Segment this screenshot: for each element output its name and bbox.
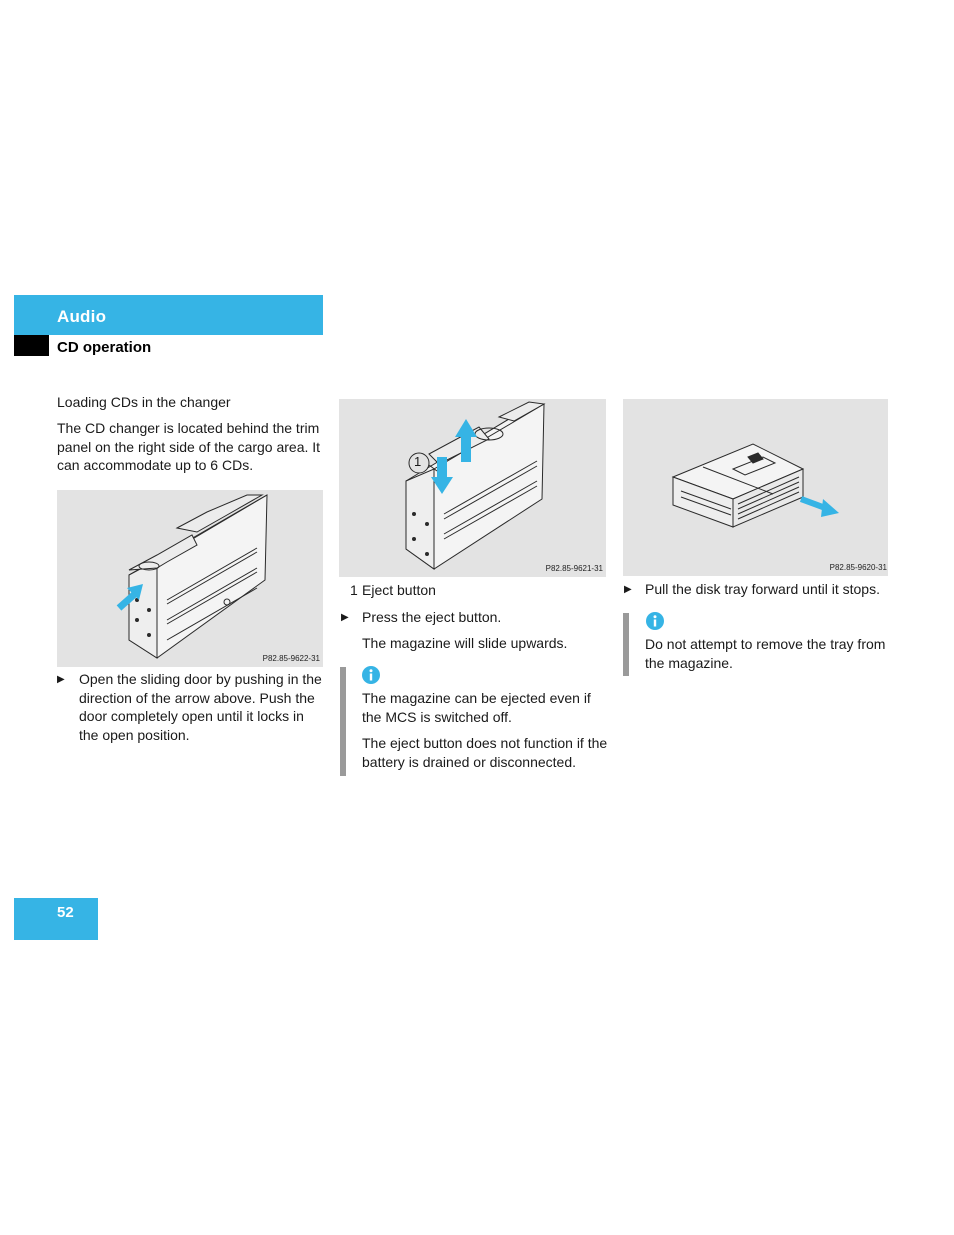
note-do-not-remove-tray: Do not attempt to remove the tray from the magazine. xyxy=(645,636,886,671)
legend-number: 1 xyxy=(350,582,358,598)
step-press-eject: Press the eject button. xyxy=(362,609,502,625)
step-open-door: Open the sliding door by pushing in the direction of the arrow above. Push the door completely open until it locks in the open position. xyxy=(79,671,322,743)
step-pull-tray: Pull the disk tray forward until it stops. xyxy=(645,581,880,597)
triangle-right-icon: ▶ xyxy=(57,674,65,685)
eject-illustration xyxy=(339,399,606,577)
disk-tray-illustration xyxy=(623,399,888,576)
figure-cd-changer-door xyxy=(57,490,323,667)
figure-eject-button xyxy=(339,399,606,577)
subsection-title: CD operation xyxy=(57,339,152,356)
callout-number: 1 xyxy=(414,454,422,469)
intro-paragraph: The CD changer is located behind the trim panel on the right side of the cargo area. It can accommodate up to 6 CDs. xyxy=(57,420,321,473)
figure-reference: P82.85-9622-31 xyxy=(262,654,320,663)
triangle-right-icon: ▶ xyxy=(341,612,349,623)
pull-arrow-icon xyxy=(801,499,839,517)
cd-changer-illustration xyxy=(57,490,323,667)
note-bar xyxy=(623,613,629,676)
figure-reference: P82.85-9620-31 xyxy=(829,563,887,572)
subsection-marker xyxy=(14,335,49,356)
section-title: Audio xyxy=(57,307,107,326)
figure-disk-tray xyxy=(623,399,888,576)
legend-text: Eject button xyxy=(362,582,436,598)
page-number-box xyxy=(14,898,98,940)
figure-reference: P82.85-9621-31 xyxy=(545,564,603,573)
info-icon xyxy=(362,666,380,689)
note-battery-drained: The eject button does not function if the battery is drained or disconnected. xyxy=(362,735,608,770)
info-icon xyxy=(646,612,664,635)
page-number: 52 xyxy=(57,904,74,921)
triangle-right-icon: ▶ xyxy=(624,584,632,595)
loading-cds-heading: Loading CDs in the changer xyxy=(57,394,231,410)
note-bar xyxy=(340,667,346,776)
note-ejection-mcs-off: The magazine can be ejected even if the MCS is switched off. xyxy=(362,690,591,725)
result-magazine-slides: The magazine will slide upwards. xyxy=(362,635,568,651)
